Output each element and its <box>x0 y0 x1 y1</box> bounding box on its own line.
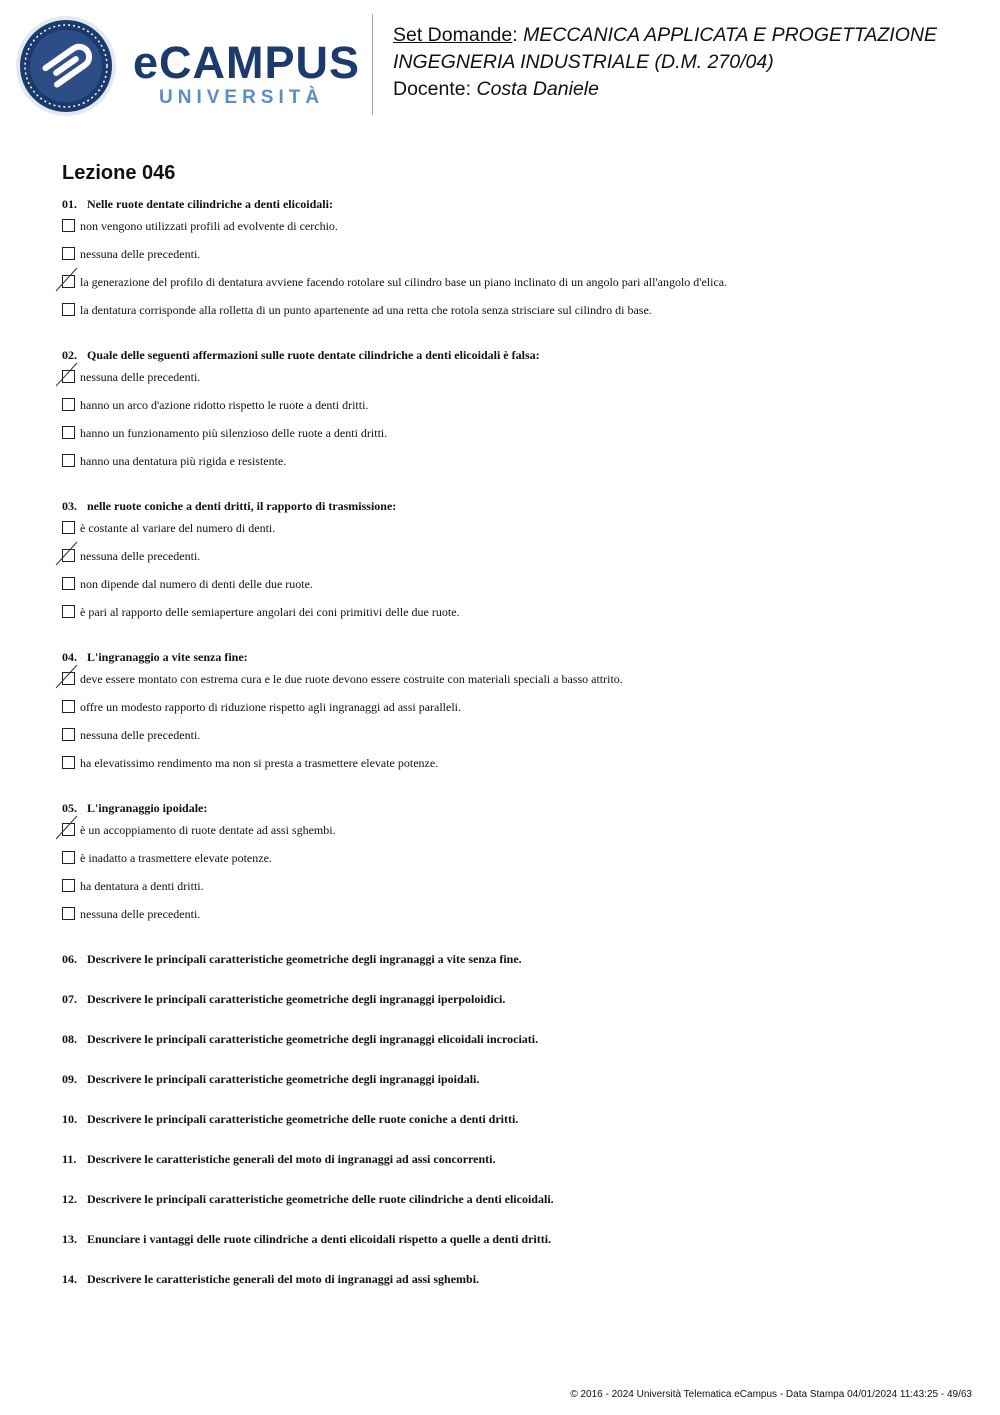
open-question <box>62 1071 962 1111</box>
docente-label: Docente: <box>393 78 472 100</box>
logo-name: eCAMPUS <box>133 37 361 88</box>
answer-option[interactable] <box>62 605 962 633</box>
question-number: 02. <box>62 348 77 362</box>
answer-option[interactable] <box>62 879 962 907</box>
question-title <box>62 196 962 212</box>
open-question <box>62 991 962 1031</box>
page-footer: © 2016 - 2024 Università Telematica eCampus - Data Stampa 04/01/2024 11:43:25 - 49/63 <box>570 1389 972 1400</box>
answer-option[interactable] <box>62 549 962 577</box>
answer-option[interactable] <box>62 700 962 728</box>
answer-checkbox[interactable] <box>62 700 75 713</box>
question-title <box>62 347 962 363</box>
question-title <box>62 649 962 665</box>
question-text: Descrivere le principali caratteristiche geometriche degli ingranaggi elicoidali incrociati. <box>87 1032 539 1046</box>
answer-text: la dentatura corrisponde alla rolletta di un punto apartenente ad una retta che rotola senza strisciare sul cilindro di base. <box>80 303 652 317</box>
question-number: 01. <box>62 197 77 211</box>
answer-checkbox[interactable] <box>62 219 75 232</box>
answer-text: è pari al rapporto delle semiaperture angolari dei coni primitivi delle due ruote. <box>80 605 460 619</box>
open-question <box>62 1031 962 1071</box>
open-question <box>62 1151 962 1191</box>
answer-option[interactable] <box>62 823 962 851</box>
answer-checkbox[interactable] <box>62 879 75 892</box>
answer-option[interactable] <box>62 426 962 454</box>
answer-option[interactable] <box>62 454 962 482</box>
logo-wordmark <box>133 37 361 109</box>
question-number: 06. <box>62 952 77 966</box>
answer-option[interactable] <box>62 851 962 879</box>
header-meta: Set Domande: MECCANICA APPLICATA E PROGETTAZIONE INGEGNERIA INDUSTRIALE (D.M. 270/04) Docente: Costa Daniele <box>393 24 937 100</box>
set-value: MECCANICA APPLICATA E PROGETTAZIONE <box>523 24 937 46</box>
answer-text: la generazione del profilo di dentatura avviene facendo rotolare sul cilindro base un piano inclinato di un angolo pari all'angolo d'elica. <box>80 275 728 289</box>
question-number: 05. <box>62 801 77 815</box>
question-text: Nelle ruote dentate cilindriche a denti elicoidali: <box>87 197 333 211</box>
question-number: 03. <box>62 499 77 513</box>
answer-checkbox[interactable] <box>62 577 75 590</box>
answer-text: offre un modesto rapporto di riduzione rispetto agli ingranaggi ad assi paralleli. <box>80 700 462 714</box>
answer-text: deve essere montato con estrema cura e le due ruote devono essere costruite con materiali speciali a basso attrito. <box>80 672 623 686</box>
answer-text: ha elevatissimo rendimento ma non si presta a trasmettere elevate potenze. <box>80 756 439 770</box>
answer-option[interactable] <box>62 672 962 700</box>
answer-option[interactable] <box>62 370 962 398</box>
header-divider <box>372 14 373 115</box>
answer-option[interactable] <box>62 756 962 784</box>
answer-option[interactable] <box>62 398 962 426</box>
answer-text: nessuna delle precedenti. <box>80 728 201 742</box>
question-text: Descrivere le principali caratteristiche geometriche delle ruote cilindriche a denti elicoidali. <box>87 1192 554 1206</box>
question-number: 09. <box>62 1072 77 1086</box>
question-text: L'ingranaggio ipoidale: <box>87 801 208 815</box>
answer-option[interactable] <box>62 303 962 331</box>
question-list <box>62 162 962 1311</box>
question-number: 07. <box>62 992 77 1006</box>
answer-option[interactable] <box>62 728 962 756</box>
open-question <box>62 1271 962 1311</box>
question-text: Descrivere le caratteristiche generali del moto di ingranaggi ad assi concorrenti. <box>87 1152 496 1166</box>
question <box>62 498 962 633</box>
logo-sub: UNIVERSITÀ <box>159 87 325 108</box>
answer-text: ha dentatura a denti dritti. <box>80 879 204 893</box>
answer-text: hanno una dentatura più rigida e resistente. <box>80 454 287 468</box>
question-text: Descrivere le principali caratteristiche geometriche degli ingranaggi ipoidali. <box>87 1072 480 1086</box>
answer-checkbox[interactable] <box>62 303 75 316</box>
answer-checkbox[interactable] <box>62 605 75 618</box>
answer-checkbox[interactable] <box>62 247 75 260</box>
answer-checkbox[interactable] <box>62 426 75 439</box>
question-number: 11. <box>62 1152 77 1166</box>
open-questions-section <box>62 951 962 1311</box>
answer-text: hanno un arco d'azione ridotto rispetto le ruote a denti dritti. <box>80 398 369 412</box>
answer-text: è un accoppiamento di ruote dentate ad assi sghembi. <box>80 823 336 837</box>
question-number: 04. <box>62 650 77 664</box>
answer-checkbox[interactable] <box>62 907 75 920</box>
docente-value: Costa Daniele <box>476 78 599 100</box>
answer-text: è inadatto a trasmettere elevate potenze. <box>80 851 272 865</box>
question-number: 14. <box>62 1272 77 1286</box>
question-number: 12. <box>62 1192 77 1206</box>
answer-text: nessuna delle precedenti. <box>80 907 201 921</box>
open-question <box>62 1111 962 1151</box>
question <box>62 196 962 331</box>
answer-option[interactable] <box>62 275 962 303</box>
answer-checkbox[interactable] <box>62 454 75 467</box>
answer-option[interactable] <box>62 247 962 275</box>
set-label: Set Domande <box>393 24 513 46</box>
set-value-line2: INGEGNERIA INDUSTRIALE (D.M. 270/04) <box>393 51 774 73</box>
question-text: Descrivere le principali caratteristiche geometriche degli ingranaggi a vite senza fine. <box>87 952 522 966</box>
answer-text: nessuna delle precedenti. <box>80 247 201 261</box>
answer-text: non dipende dal numero di denti delle due ruote. <box>80 577 313 591</box>
open-question <box>62 951 962 991</box>
answer-text: hanno un funzionamento più silenzioso delle ruote a denti dritti. <box>80 426 388 440</box>
question-title <box>62 800 962 816</box>
multiple-choice-section <box>62 196 962 935</box>
answer-checkbox[interactable] <box>62 521 75 534</box>
answer-checkbox[interactable] <box>62 851 75 864</box>
question <box>62 347 962 482</box>
question-text: Quale delle seguenti affermazioni sulle ruote dentate cilindriche a denti elicoidali è falsa: <box>87 348 540 362</box>
question-number: 10. <box>62 1112 77 1126</box>
question-number: 13. <box>62 1232 77 1246</box>
question-text: Descrivere le principali caratteristiche geometriche degli ingranaggi iperpoloidici. <box>87 992 506 1006</box>
question-text: Descrivere le principali caratteristiche geometriche delle ruote coniche a denti dritti. <box>87 1112 519 1126</box>
ecampus-logo-icon <box>14 14 118 118</box>
question <box>62 649 962 784</box>
question-text: nelle ruote coniche a denti dritti, il rapporto di trasmissione: <box>87 499 397 513</box>
question-text: L'ingranaggio a vite senza fine: <box>87 650 248 664</box>
answer-option[interactable] <box>62 219 962 247</box>
question <box>62 800 962 935</box>
answer-text: è costante al variare del numero di denti. <box>80 521 276 535</box>
answer-checkbox[interactable] <box>62 398 75 411</box>
open-question <box>62 1191 962 1231</box>
page-header <box>0 0 1000 130</box>
answer-checkbox[interactable] <box>62 756 75 769</box>
answer-text: nessuna delle precedenti. <box>80 549 201 563</box>
answer-option[interactable] <box>62 907 962 935</box>
answer-option[interactable] <box>62 521 962 549</box>
question-text: Enunciare i vantaggi delle ruote cilindriche a denti elicoidali rispetto a quelle a denti dritti. <box>87 1232 552 1246</box>
question-text: Descrivere le caratteristiche generali del moto di ingranaggi ad assi sghembi. <box>87 1272 480 1286</box>
question-number: 08. <box>62 1032 77 1046</box>
open-question <box>62 1231 962 1271</box>
answer-text: non vengono utilizzati profili ad evolvente di cerchio. <box>80 219 338 233</box>
answer-text: nessuna delle precedenti. <box>80 370 201 384</box>
question-title <box>62 498 962 514</box>
lesson-title: Lezione 046 <box>62 162 176 184</box>
answer-option[interactable] <box>62 577 962 605</box>
answer-checkbox[interactable] <box>62 728 75 741</box>
